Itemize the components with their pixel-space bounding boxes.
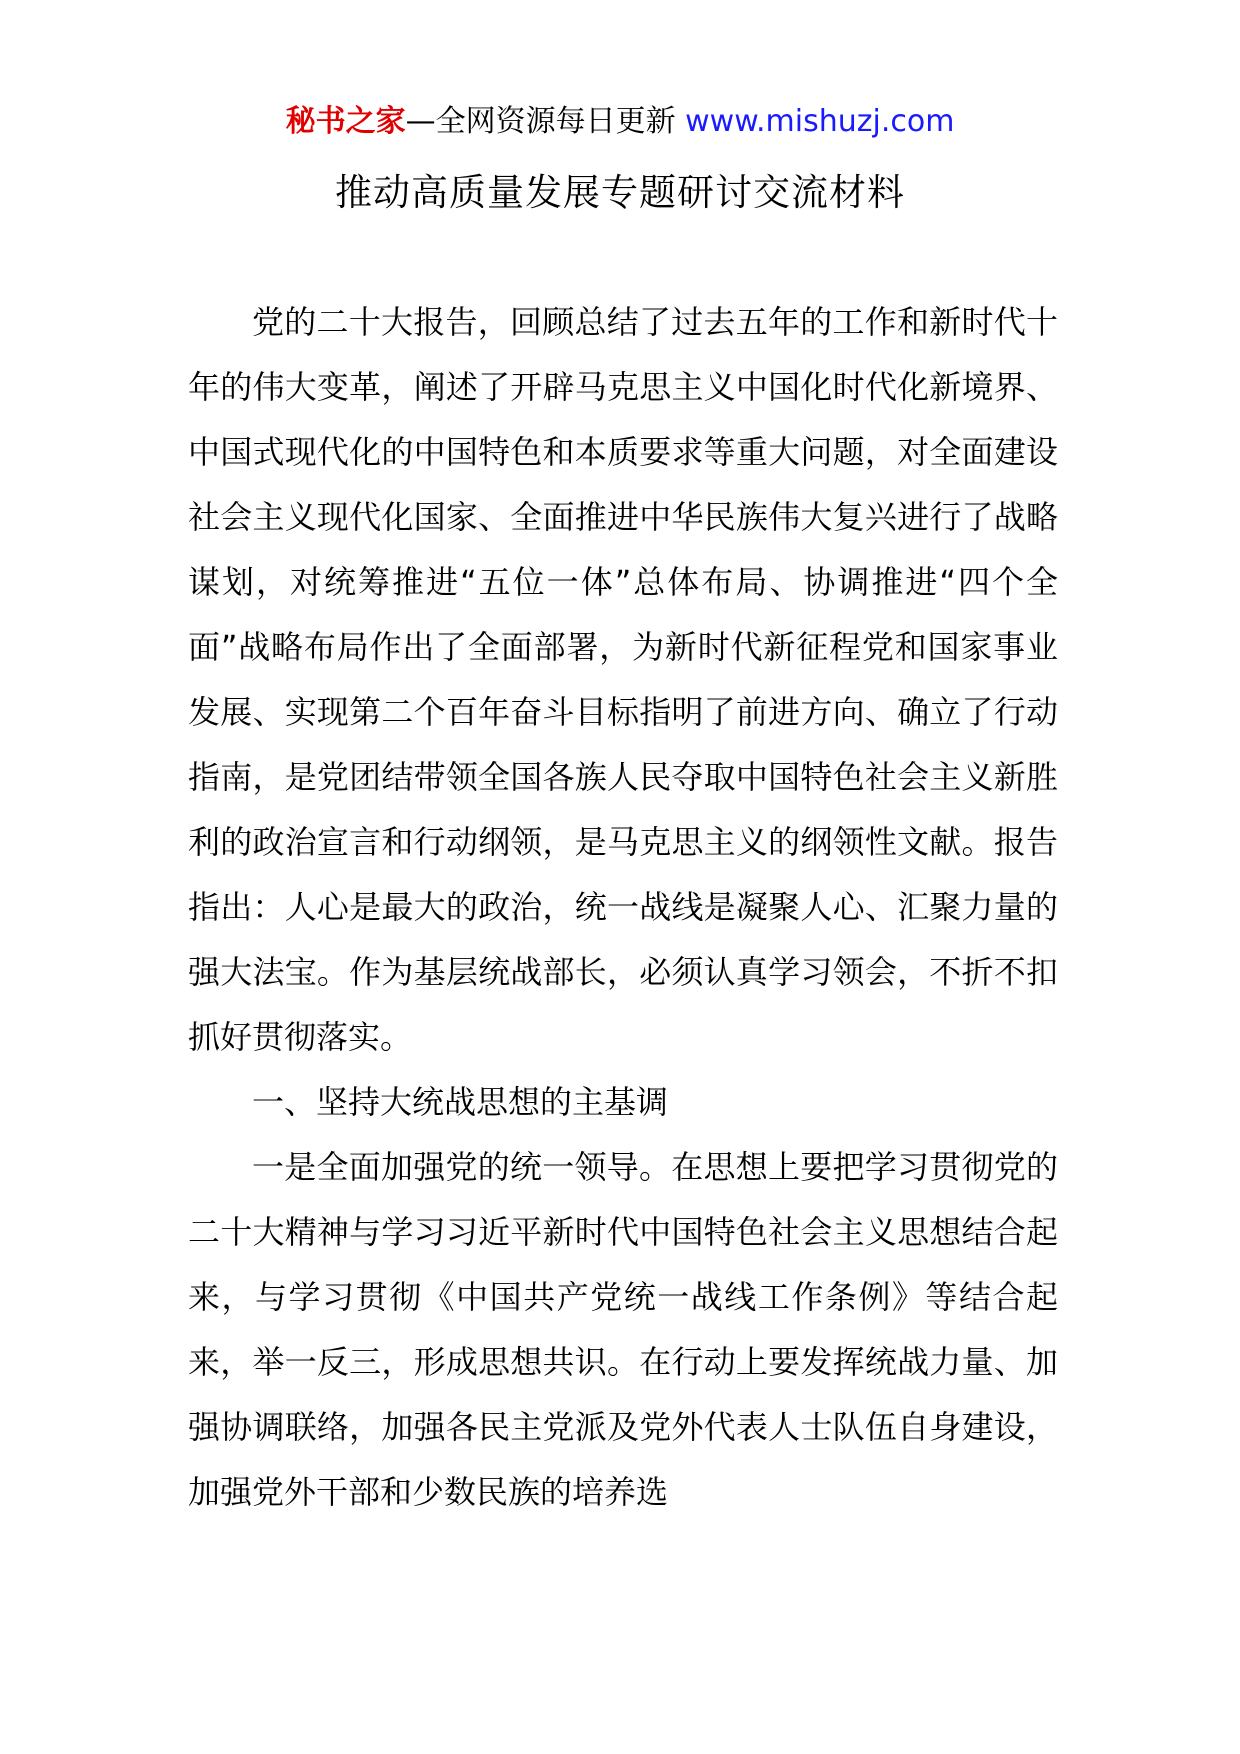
intro-paragraph: 党的二十大报告，回顾总结了过去五年的工作和新时代十年的伟大变革，阐述了开辟马克思主义中国化时代化新境界、中国式现代化的中国特色和本质要求等重大问题，对全面建设社会主义现代化国家、全面推进中华民族伟大复兴进行了战略谋划，对统筹推进“五位一体”总体布局、协调推进“四个全面”战略布局作出了全面部署，为新时代新征程党和国家事业发展、实现第二个百年奋斗目标指明了前进方向、确立了行动指南，是党团结带领全国各族人民夺取中国特色社会主义新胜利的政治宣言和行动纲领，是马克思主义的纲领性文献。报告指出：人心是最大的政治，统一战线是凝聚人心、汇聚力量的强大法宝。作为基层统战部长，必须认真学习领会，不折不扣抓好贯彻落实。 [188, 303, 1058, 1056]
section-heading-1: 一、坚持大统战思想的主基调 [252, 1083, 669, 1121]
document-body [188, 290, 1058, 1525]
document-title: 推动高质量发展专题研讨交流材料 [335, 171, 905, 214]
site-url-link[interactable]: www.mishuzj.com [685, 104, 955, 139]
site-header [0, 100, 1240, 144]
section-1-paragraph: 一是全面加强党的统一领导。在思想上要把学习贯彻党的二十大精神与学习习近平新时代中国特色社会主义思想结合起来，与学习贯彻《中国共产党统一战线工作条例》等结合起来，举一反三，形成思想共识。在行动上要发挥统战力量、加强协调联络，加强各民主党派及党外代表人士队伍自身建设，加强党外干部和少数民族的培养选 [188, 1148, 1058, 1511]
header-tagline: —全网资源每日更新 [405, 104, 686, 139]
brand-name: 秘书之家 [285, 104, 406, 139]
